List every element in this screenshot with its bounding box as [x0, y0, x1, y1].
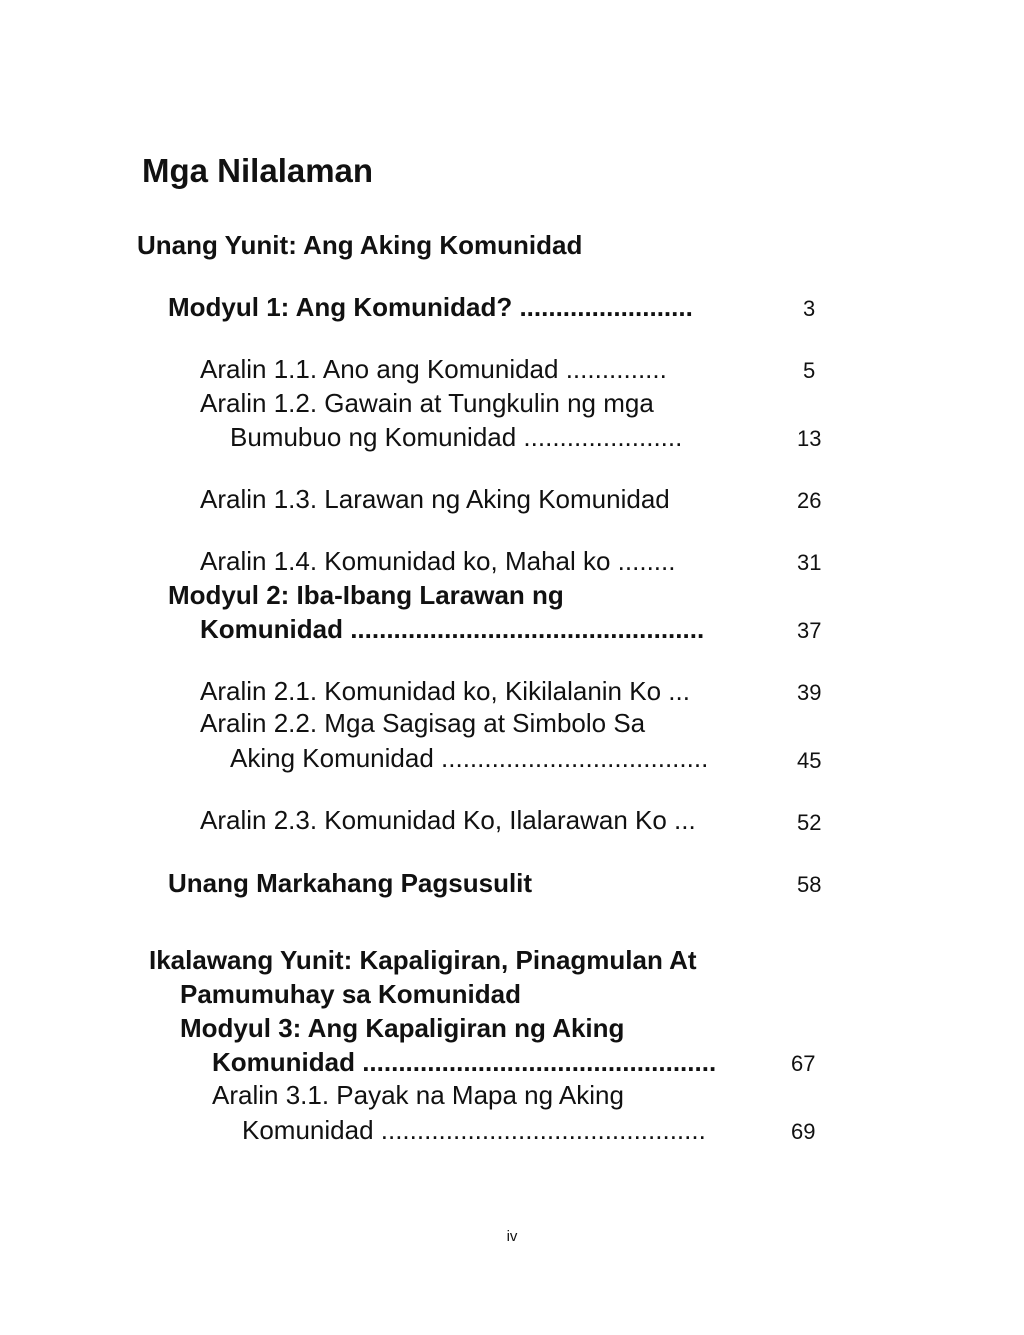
unit1-heading: Unang Yunit: Ang Aking Komunidad	[137, 230, 583, 260]
toc-entry-modyul3-line1: Modyul 3: Ang Kapaligiran ng Aking	[180, 1013, 625, 1043]
toc-entry-modyul3-line2: Komunidad .................................................	[212, 1047, 717, 1077]
page-footer-number: iv	[506, 1228, 518, 1245]
toc-entry-aralin-2-2-line2: Aking Komunidad .....................................	[230, 743, 709, 773]
toc-entry-modyul1: Modyul 1: Ang Komunidad? ........................	[168, 292, 693, 322]
page-number-aralin-1-4: 31	[797, 550, 822, 575]
toc-entry-modyul2-line1: Modyul 2: Iba-Ibang Larawan ng	[168, 580, 564, 610]
page-number-aralin-3-1: 69	[791, 1119, 816, 1144]
toc-entry-aralin-3-1-line1: Aralin 3.1. Payak na Mapa ng Aking	[212, 1080, 624, 1110]
page-number-modyul1: 3	[803, 296, 816, 321]
unit2-heading-line2: Pamumuhay sa Komunidad	[180, 979, 521, 1009]
toc-entry-aralin-3-1-line2: Komunidad .............................................	[242, 1115, 706, 1145]
toc-entry-aralin-1-2-line1: Aralin 1.2. Gawain at Tungkulin ng mga	[200, 388, 654, 418]
page-number-aralin-1-2: 13	[797, 426, 822, 451]
page-number-aralin-2-1: 39	[797, 680, 822, 705]
toc-entry-aralin-1-3: Aralin 1.3. Larawan ng Aking Komunidad	[200, 484, 670, 514]
page-number-modyul2: 37	[797, 618, 822, 643]
page-number-pagsusulit: 58	[797, 872, 822, 897]
toc-entry-aralin-1-2-line2: Bumubuo ng Komunidad ......................	[230, 422, 683, 452]
toc-entry-pagsusulit: Unang Markahang Pagsusulit	[168, 868, 533, 898]
unit2-heading-line1: Ikalawang Yunit: Kapaligiran, Pinagmulan At	[149, 945, 697, 975]
page-number-aralin-2-2: 45	[797, 748, 822, 773]
page-number-aralin-1-1: 5	[803, 358, 816, 383]
page-number-aralin-1-3: 26	[797, 488, 822, 513]
toc-entry-aralin-1-4: Aralin 1.4. Komunidad ko, Mahal ko ........	[200, 546, 676, 576]
page-number-aralin-2-3: 52	[797, 810, 822, 835]
toc-entry-modyul2-line2: Komunidad .................................................	[200, 614, 705, 644]
toc-entry-aralin-2-3: Aralin 2.3. Komunidad Ko, Ilalarawan Ko ...	[200, 805, 696, 835]
toc-entry-aralin-1-1: Aralin 1.1. Ano ang Komunidad ..............	[200, 354, 667, 384]
page-title: Mga Nilalaman	[142, 152, 374, 189]
toc-entry-aralin-2-2-line1: Aralin 2.2. Mga Sagisag at Simbolo Sa	[200, 708, 646, 738]
toc-entry-aralin-2-1: Aralin 2.1. Komunidad ko, Kikilalanin Ko ...	[200, 676, 690, 706]
page-number-modyul3: 67	[791, 1051, 816, 1076]
